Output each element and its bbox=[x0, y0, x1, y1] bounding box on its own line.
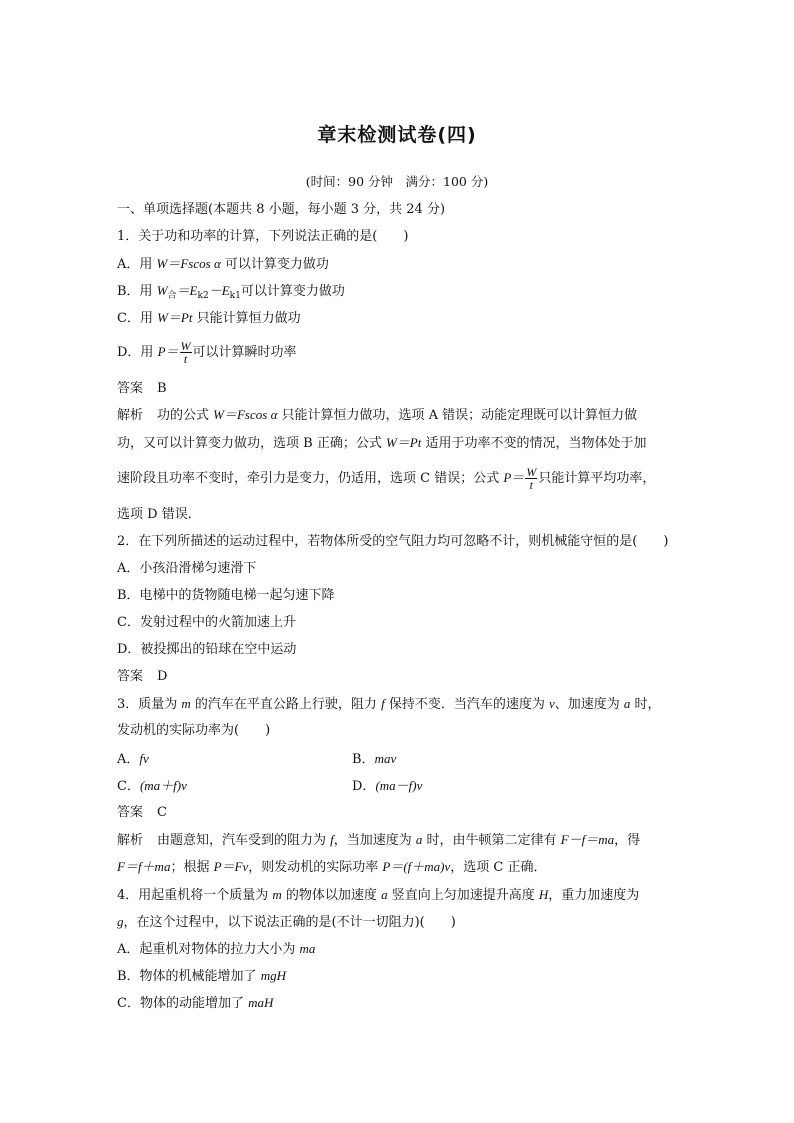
q4-stem-line-1: 4．用起重机将一个质量为 m 的物体以加速度 a 竖直向上匀加速提升高度 H，重力加速度为 bbox=[117, 887, 640, 903]
q2-option-d: D．被投掷出的铅球在空中运动 bbox=[117, 642, 297, 657]
q1-answer: 答案 B bbox=[117, 381, 167, 396]
fraction-w-over-t: $\frac{W}{t}$ bbox=[526, 465, 537, 492]
q3-stem-line-2: 发动机的实际功率为( ) bbox=[117, 723, 271, 738]
fraction-w-over-t: $\frac{W}{t}$ bbox=[180, 339, 191, 366]
q3-option-a: A．fv bbox=[117, 751, 149, 767]
q4-option-c: C．物体的动能增加了 maH bbox=[117, 995, 274, 1011]
section-heading: 一、单项选择题(本题共 8 小题，每小题 3 分，共 24 分) bbox=[117, 202, 446, 217]
q1-explanation-line-1: 解析 功的公式 W＝Fscos α 只能计算恒力做功，选项 A 错误；动能定理既可以计算恒力做 bbox=[117, 407, 638, 423]
q1-option-a: A．用 W＝Fscos α 可以计算变力做功 bbox=[117, 256, 329, 272]
q3-option-b: B．mav bbox=[352, 751, 397, 767]
q1-explanation-line-4: 选项 D 错误． bbox=[117, 507, 201, 522]
q3-option-c: C．(ma＋f)v bbox=[117, 778, 187, 794]
q3-answer: 答案 C bbox=[117, 805, 167, 820]
q4-option-b: B．物体的机械能增加了 mgH bbox=[117, 968, 286, 984]
q1-option-b: B．用 $W_合=E_{k2}-E_{k1}$可以计算变力做功 bbox=[117, 283, 345, 301]
q1-option-d: D．用 P＝ $\frac{W}{t}$ 可以计算瞬时功率 bbox=[117, 339, 297, 366]
q2-option-b: B．电梯中的货物随电梯一起匀速下降 bbox=[117, 588, 335, 603]
q3-option-d: D．(ma－f)v bbox=[352, 778, 423, 794]
q2-answer: 答案 D bbox=[117, 669, 168, 684]
q3-explanation-line-1: 解析 由题意知，汽车受到的阻力为 f，当加速度为 a 时，由牛顿第二定律有 F－f＝ma，得 bbox=[117, 832, 641, 848]
q1-stem: 1．关于功和功率的计算，下列说法正确的是( ) bbox=[117, 229, 409, 244]
q1-option-c: C．用 W＝Pt 只能计算恒力做功 bbox=[117, 310, 301, 326]
q3-explanation-line-2: F＝f＋ma；根据 P＝Fv，则发动机的实际功率 P＝(f＋ma)v，选项 C 正确． bbox=[117, 859, 547, 875]
page-title: 章末检测试卷(四) bbox=[317, 124, 477, 146]
q3-stem-line-1: 3．质量为 m 的汽车在平直公路上行驶，阻力 f 保持不变．当汽车的速度为 v、加速度为 a 时， bbox=[117, 696, 661, 712]
q2-stem: 2．在下列所描述的运动过程中，若物体所受的空气阻力均可忽略不计，则机械能守恒的是( ) bbox=[117, 534, 669, 549]
q1-explanation-line-2: 功，又可以计算变力做功，选项 B 正确；公式 W＝Pt 适用于功率不变的情况，当物体处于加 bbox=[117, 435, 647, 451]
q2-option-c: C．发射过程中的火箭加速上升 bbox=[117, 615, 296, 630]
q4-stem-line-2: g，在这个过程中，以下说法正确的是(不计一切阻力)( ) bbox=[117, 914, 456, 930]
q2-option-a: A．小孩沿滑梯匀速滑下 bbox=[117, 561, 257, 576]
exam-time-score: (时间：90 分钟 满分：100 分) bbox=[305, 174, 489, 189]
q1-explanation-line-3: 速阶段且功率不变时，牵引力是变力，仍适用，选项 C 错误；公式 P＝ $\frac{W}{t}$ 只能计算平均功率， bbox=[117, 465, 656, 492]
q4-option-a: A．起重机对物体的拉力大小为 ma bbox=[117, 941, 316, 957]
